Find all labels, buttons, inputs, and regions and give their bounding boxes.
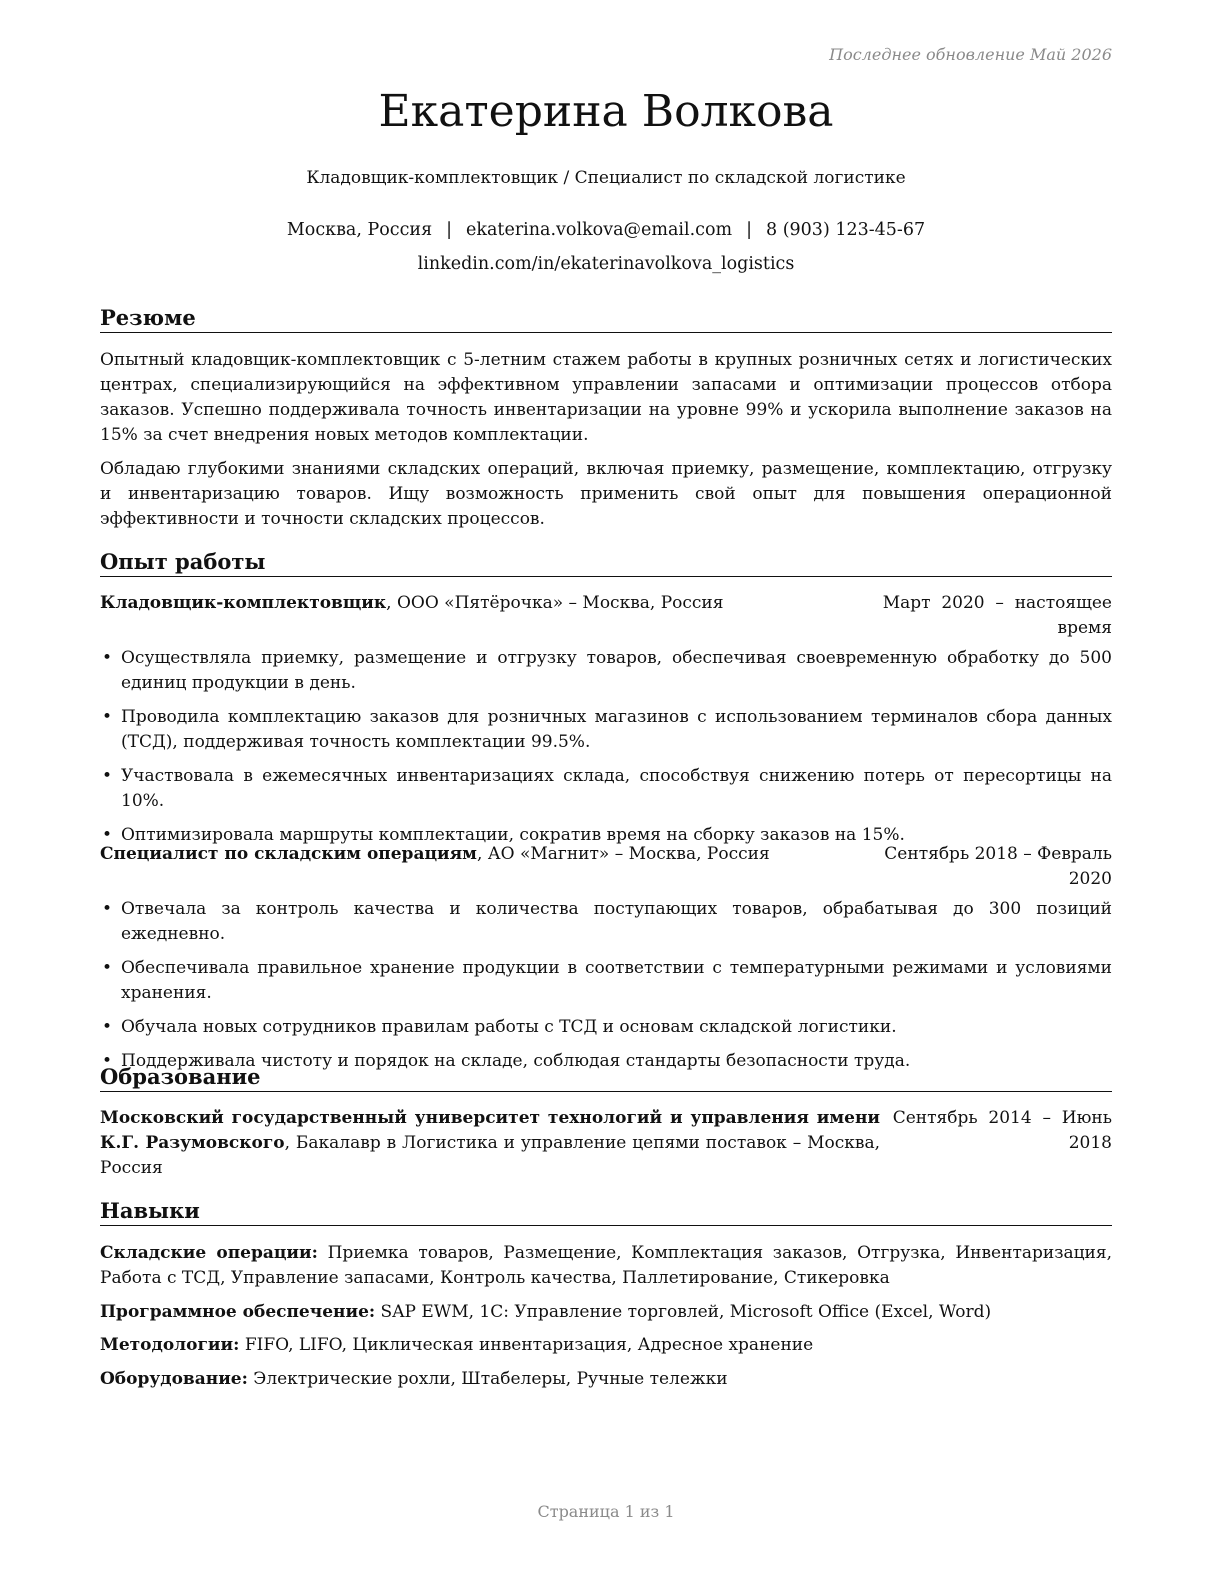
skill-row — [100, 1300, 1112, 1325]
skill-row — [100, 1333, 1112, 1358]
list-item: • Осуществляла приемку, размещение и отгрузку товаров, обеспечивая своевременную обработку до 500 единиц продукции в день. — [100, 646, 1112, 696]
job-company: , АО «Магнит» – Москва, Россия — [476, 844, 770, 864]
list-item: • Обучала новых сотрудников правилам работы с ТСД и основам складской логистики. — [100, 1015, 1112, 1040]
list-item: • Отвечала за контроль качества и количества поступающих товаров, обрабатывая до 300 позиций ежедневно. — [100, 897, 1112, 947]
skill-label: Программное обеспечение: — [100, 1302, 376, 1322]
contact-location: Москва, Россия — [286, 220, 433, 240]
section-title-experience: Опыт работы — [100, 549, 1112, 577]
candidate-name: Екатерина Волкова — [378, 86, 834, 137]
education-text — [100, 1106, 880, 1181]
skill-row — [100, 1367, 1112, 1392]
list-item: • Проводила комплектацию заказов для розничных магазинов с использованием терминалов сбора данных (ТСД), поддерживая точность комплектации 99.5%. — [100, 705, 1112, 755]
section-title-summary: Резюме — [100, 305, 1112, 333]
list-item: • Поддерживала чистоту и порядок на складе, соблюдая стандарты безопасности труда. — [100, 1049, 1112, 1074]
section-title-skills: Навыки — [100, 1198, 1112, 1226]
linkedin-link[interactable]: linkedin.com/in/ekaterinavolkova_logistics — [417, 254, 795, 274]
job-dates-start: Март 2020 – настоящее — [882, 593, 1112, 613]
job-role-line — [100, 842, 770, 867]
resume-page — [100, 0, 1112, 1584]
skill-label: Оборудование: — [100, 1369, 248, 1389]
education-dates-end: 2018 — [1068, 1133, 1112, 1153]
summary-paragraph: Обладаю глубокими знаниями складских операций, включая приемку, размещение, комплектацию, отгрузку и инвентаризацию товаров. Ищу возможность применить свой опыт для повышения операционной эффективности и точности складских процессов. — [100, 459, 1112, 529]
section-title-education: Образование — [100, 1064, 1112, 1092]
skill-row — [100, 1241, 1112, 1291]
contact-separator: | — [746, 220, 753, 240]
page-number: Страница 1 из 1 — [537, 1502, 675, 1521]
job-role-line — [100, 591, 724, 616]
contact-email[interactable]: ekaterina.volkova@email.com — [466, 220, 733, 240]
last-updated: Последнее обновление Май 2026 — [829, 45, 1112, 64]
education-dates — [880, 1106, 1112, 1156]
contact-separator: | — [446, 220, 453, 240]
skill-label: Методологии: — [100, 1335, 240, 1355]
skill-value: Приемка товаров, Размещение, Комплектация заказов, Отгрузка, Инвентаризация, Работа с ТСД, Управление запасами, Контроль качества, Паллетирование, Стикеровка — [100, 1243, 1112, 1288]
education-dates-start: Сентябрь 2014 – Июнь — [892, 1108, 1112, 1128]
education-institution: Московский государственный университет технологий и управления имени К.Г. Разумовского — [100, 1108, 880, 1153]
job-role: Специалист по складским операциям — [100, 844, 477, 864]
job-bullets — [100, 646, 1112, 857]
skill-value: Электрические рохли, Штабелеры, Ручные тележки — [247, 1369, 728, 1389]
skill-label: Складские операции: — [100, 1243, 318, 1263]
candidate-position: Кладовщик-комплектовщик / Специалист по складской логистике — [306, 168, 906, 188]
summary-paragraph: Опытный кладовщик-комплектовщик с 5-летним стажем работы в крупных розничных сетях и логистических центрах, специализирующийся на эффективном управлении запасами и оптимизации процессов отбора заказов. Успешно поддерживала точность инвентаризации на уровне 99% и ускорила выполнение заказов на 15% за счет внедрения новых методов комплектации. — [100, 350, 1112, 445]
job-company: , ООО «Пятёрочка» – Москва, Россия — [386, 593, 724, 613]
job-dates — [883, 591, 1112, 641]
job-dates-end: время — [1057, 618, 1112, 638]
job-dates — [884, 842, 1112, 892]
list-item: • Обеспечивала правильное хранение продукции в соответствии с температурными режимами и условиями хранения. — [100, 956, 1112, 1006]
job-role: Кладовщик-комплектовщик — [100, 593, 387, 613]
education-details: , Бакалавр в Логистика и управление цепями поставок – Москва, Россия — [100, 1133, 880, 1178]
skill-value: FIFO, LIFO, Циклическая инвентаризация, Адресное хранение — [239, 1335, 814, 1355]
job-dates-end: 2020 — [1068, 869, 1112, 889]
skill-value: SAP EWM, 1С: Управление торговлей, Microsoft Office (Excel, Word) — [375, 1302, 992, 1322]
job-dates-start: Сентябрь 2018 – Февраль — [884, 844, 1112, 864]
contact-phone: 8 (903) 123-45-67 — [766, 220, 926, 240]
list-item: • Участвовала в ежемесячных инвентаризациях склада, способствуя снижению потерь от пересортицы на 10%. — [100, 764, 1112, 814]
contact-line — [100, 220, 1112, 240]
list-item: • Оптимизировала маршруты комплектации, сократив время на сборку заказов на 15%. — [100, 823, 1112, 848]
job-bullets — [100, 897, 1112, 1083]
